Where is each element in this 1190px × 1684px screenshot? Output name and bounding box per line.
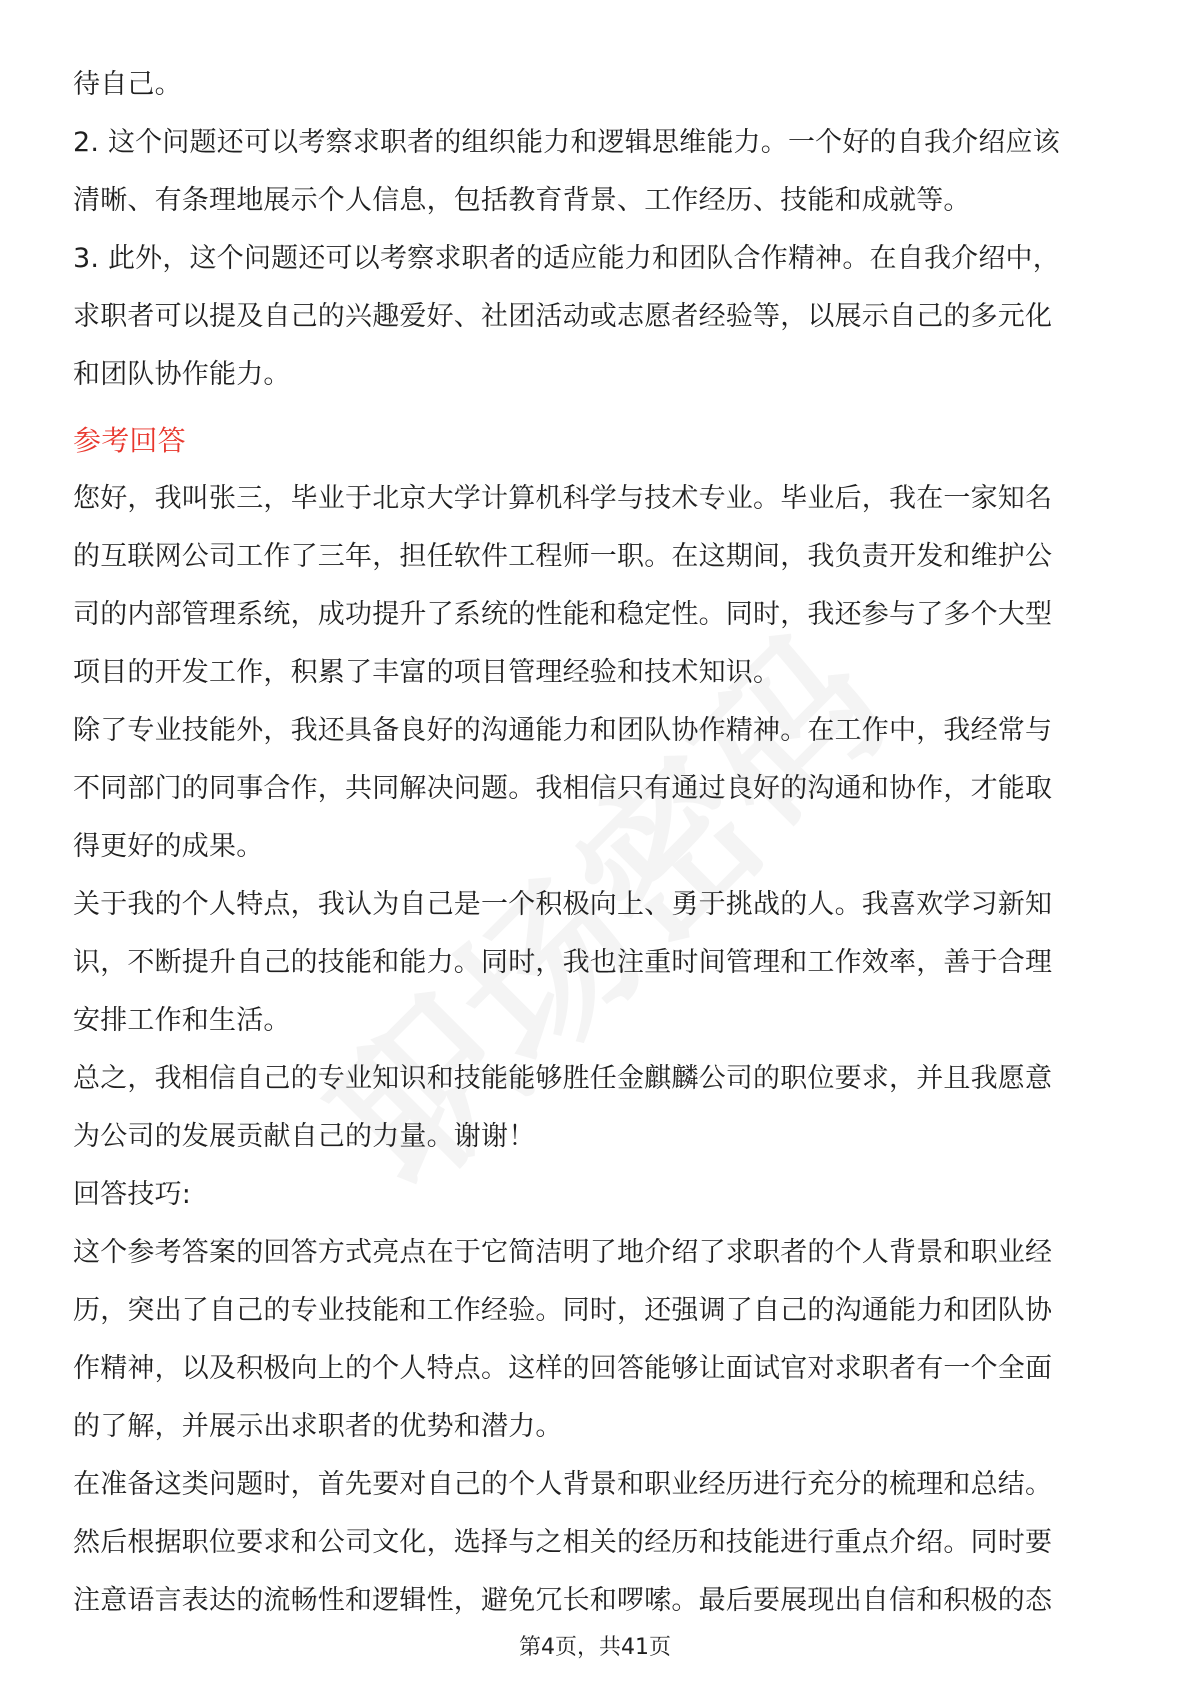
- text-line: 项目的开发工作，积累了丰富的项目管理经验和技术知识。: [73, 657, 781, 688]
- text-line: 识，不断提升自己的技能和能力。同时，我也注重时间管理和工作效率，善于合理: [73, 947, 1053, 978]
- text-line: 然后根据职位要求和公司文化，选择与之相关的经历和技能进行重点介绍。同时要: [73, 1527, 1053, 1558]
- text-line: 待自己。: [73, 69, 182, 100]
- text-line: 和团队协作能力。: [73, 359, 291, 390]
- text-line: 安排工作和生活。: [73, 1005, 291, 1036]
- text-line: 3. 此外，这个问题还可以考察求职者的适应能力和团队合作精神。在自我介绍中，: [73, 243, 1060, 274]
- text-line: 得更好的成果。: [73, 831, 264, 862]
- text-line: 注意语言表达的流畅性和逻辑性，避免冗长和啰嗦。最后要展现出自信和积极的态: [73, 1585, 1053, 1616]
- text-line: 除了专业技能外，我还具备良好的沟通能力和团队协作精神。在工作中，我经常与: [73, 715, 1053, 746]
- text-line: 的了解，并展示出求职者的优势和潜力。: [73, 1411, 563, 1442]
- text-line: 您好，我叫张三，毕业于北京大学计算机科学与技术专业。毕业后，我在一家知名: [73, 483, 1053, 514]
- text-line: 清晰、有条理地展示个人信息，包括教育背景、工作经历、技能和成就等。: [73, 185, 971, 216]
- text-line: 作精神，以及积极向上的个人特点。这样的回答能够让面试官对求职者有一个全面: [73, 1353, 1053, 1384]
- text-line: 这个参考答案的回答方式亮点在于它简洁明了地介绍了求职者的个人背景和职业经: [73, 1237, 1053, 1268]
- text-line: 关于我的个人特点，我认为自己是一个积极向上、勇于挑战的人。我喜欢学习新知: [73, 889, 1053, 920]
- tips-label: 回答技巧:: [73, 1179, 192, 1210]
- text-line: 的互联网公司工作了三年，担任软件工程师一职。在这期间，我负责开发和维护公: [73, 541, 1053, 572]
- text-line: 司的内部管理系统，成功提升了系统的性能和稳定性。同时，我还参与了多个大型: [73, 599, 1053, 630]
- text-line: 在准备这类问题时，首先要对自己的个人背景和职业经历进行充分的梳理和总结。: [73, 1469, 1053, 1500]
- intro-paragraphs: [73, 56, 1123, 404]
- document-page: [73, 56, 1123, 1630]
- answer-paragraphs: [73, 470, 1123, 1630]
- section-heading: 参考回答: [73, 424, 186, 457]
- text-line: 求职者可以提及自己的兴趣爱好、社团活动或志愿者经验等，以展示自己的多元化: [73, 301, 1053, 332]
- text-line: 不同部门的同事合作，共同解决问题。我相信只有通过良好的沟通和协作，才能取: [73, 773, 1053, 804]
- text-line: 2. 这个问题还可以考察求职者的组织能力和逻辑思维能力。一个好的自我介绍应该: [73, 127, 1060, 158]
- page-number-footer: 第4页，共41页: [519, 1635, 671, 1660]
- text-line: 为公司的发展贡献自己的力量。谢谢！: [73, 1121, 536, 1152]
- text-line: 总之，我相信自己的专业知识和技能能够胜任金麒麟公司的职位要求，并且我愿意: [73, 1063, 1053, 1094]
- text-line: 历，突出了自己的专业技能和工作经验。同时，还强调了自己的沟通能力和团队协: [73, 1295, 1053, 1326]
